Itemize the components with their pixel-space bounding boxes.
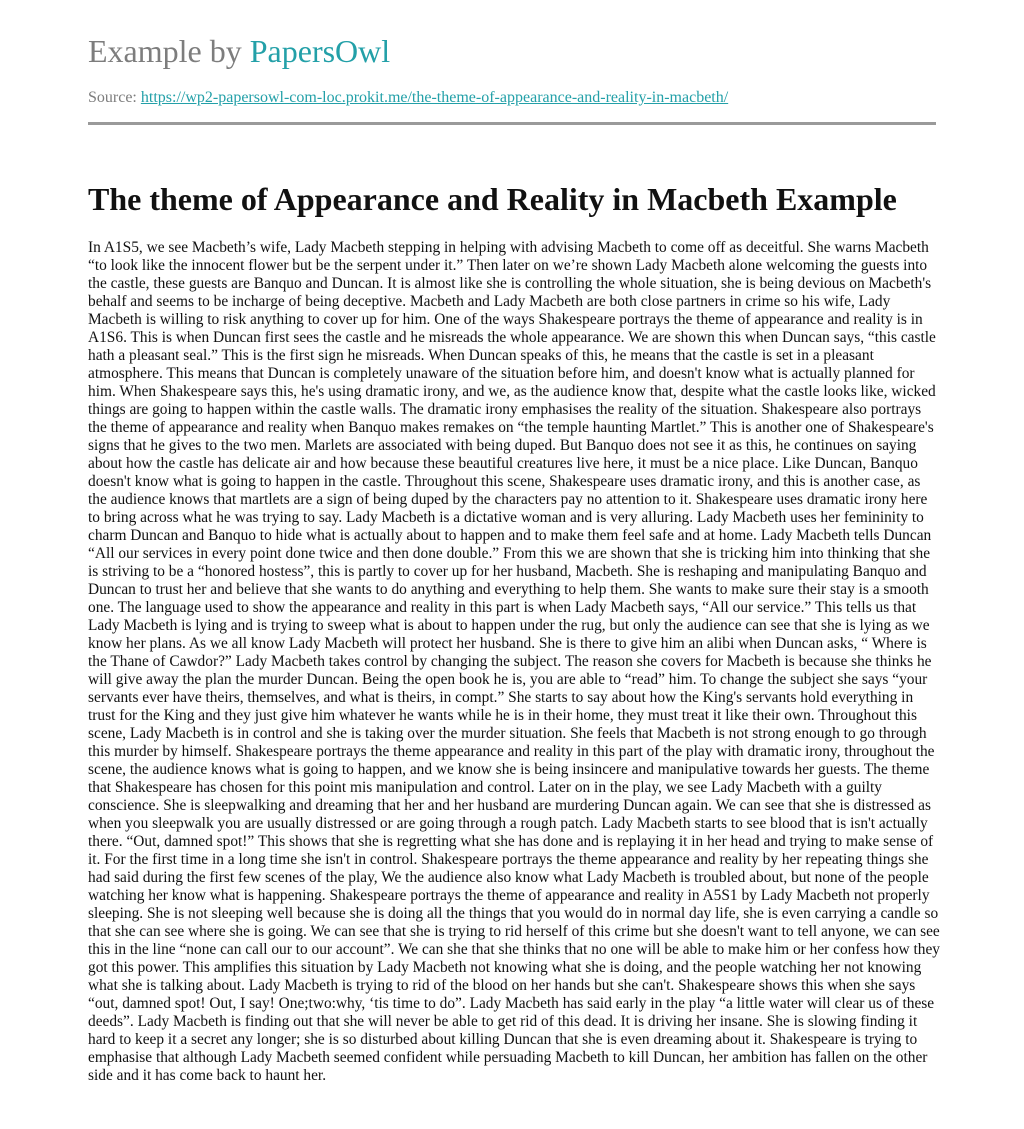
source-line <box>88 88 728 108</box>
article-body: In A1S5, we see Macbeth’s wife, Lady Macbeth stepping in helping with advising Macbeth to come off as deceitful. She warns Macbeth “to look like the innocent flower but be the serpent under it.” Then later on we’re shown Lady Macbeth alone welcoming the guests into the castle, these guests are Banquo and Duncan. It is almost like she is controlling the whole situation, she is being devious on Macbeth's behalf and seems to be incharge of being deceptive. Macbeth and Lady Macbeth are both close partners in crime so his wife, Lady Macbeth is willing to risk anything to cover up for him. One of the ways Shakespeare portrays the theme of appearance and reality is in A1S6. This is when Duncan first sees the castle and he misreads the whole appearance. We are shown this when Duncan says, “this castle hath a pleasant seal.” This is the first sign he misreads. When Duncan speaks of this, he means that the castle is set in a pleasant atmosphere. This means that Duncan is completely unaware of the situation before him, and doesn't know what is actually planned for him. When Shakespeare says this, he's using dramatic irony, and we, as the audience know that, despite what the castle looks like, wicked things are going to happen within the castle walls. The dramatic irony emphasises the reality of the situation. Shakespeare also portrays the theme of appearance and reality when Banquo makes remakes on “the temple haunting Martlet.” This is another one of Shakespeare's signs that he gives to the two men. Marlets are associated with being duped. But Banquo does not see it as this, he continues on saying about how the castle has delicate air and how because these beautiful creatures live here, it must be a nice place. Like Duncan, Banquo doesn't know what is going to happen in the castle. Throughout this scene, Shakespeare uses dramatic irony, and this is another case, as the audience knows that martlets are a sign of being duped by the characters pay no attention to it. Shakespeare uses dramatic irony here to bring across what he was trying to say. Lady Macbeth is a dictative woman and is very alluring. Lady Macbeth uses her femininity to charm Duncan and Banquo to hide what is actually about to happen and to make them feel safe and at home. Lady Macbeth tells Duncan “All our services in every point done twice and then done double.” From this we are shown that she is tricking him into thinking that she is striving to be a “honored hostess”, this is partly to cover up for her husband, Macbeth. She is reshaping and manipulating Banquo and Duncan to trust her and believe that she wants to do anything and everything to help them. She wants to make sure their stay is a smooth one. The language used to show the appearance and reality in this part is when Lady Macbeth says, “All our service.” This tells us that Lady Macbeth is lying and is trying to sweep what is about to happen under the rug, but only the audience can see that she is lying as we know her plans. As we all know Lady Macbeth will protect her husband. She is there to give him an alibi when Duncan asks, “ Where is the Thane of Cawdor?” Lady Macbeth takes control by changing the subject. The reason she covers for Macbeth is because she thinks he will give away the plan the murder Duncan. Being the open book he is, you are able to “read” him. To change the subject she says “your servants ever have theirs, themselves, and what is theirs, in compt.” She starts to say about how the King's servants hold everything in trust for the King and they just give him whatever he wants while he is in their home, they must treat it like their own. Throughout this scene, Lady Macbeth is in control and she is taking over the murder situation. She feels that Macbeth is not strong enough to go through this murder by himself. Shakespeare portrays the theme appearance and reality in this part of the play with dramatic irony, throughout the scene, the audience knows what is going to happen, and we know she is being insincere and manipulative towards her guests. The theme that Shakespeare has chosen for this point mis manipulation and control. Later on in the play, we see Lady Macbeth with a guilty conscience. She is sleepwalking and dreaming that her and her husband are murdering Duncan again. We can see that she is distressed as when you sleepwalk you are usually distressed or are going through a rough patch. Lady Macbeth starts to see blood that is isn't actually there. “Out, damned spot!” This shows that she is regretting what she has done and is replaying it in her head and trying to make sense of it. For the first time in a long time she isn't in control. Shakespeare portrays the theme appearance and reality by her repeating things she had said during the first few scenes of the play, We the audience also know what Lady Macbeth is troubled about, but none of the people watching her know what is happening. Shakespeare portrays the theme of appearance and reality in A5S1 by Lady Macbeth not properly sleeping. She is not sleeping well because she is doing all the things that you would do in normal day life, she is even carrying a candle so that she can see where she is going. We can see that she is trying to rid herself of this crime but she doesn't want to tell anyone, we can see this in the line “none can call our to our account”. We can she that she thinks that no one will be able to make him or her confess how they got this power. This amplifies this situation by Lady Macbeth not knowing what she is doing, and the people watching her not knowing what she is talking about. Lady Macbeth is trying to rid of the blood on her hands but she can't. Shakespeare shows this when she says “out, damned spot! Out, I say! One;two:why, ‘tis time to do”. Lady Macbeth has said early in the play “a little water will clear us of these deeds”. Lady Macbeth is finding out that she will never be able to get rid of this dead. It is driving her insane. She is slowing finding it hard to keep it a secret any longer; she is so disturbed about killing Duncan that she is even dreaming about it. Shakespeare is trying to emphasise that although Lady Macbeth seemed confident while persuading Macbeth to kill Duncan, her ambition has fallen on the other side and it has come back to haunt her. <box>88 239 940 1084</box>
source-link[interactable]: https://wp2-papersowl-com-loc.prokit.me/the-theme-of-appearance-and-reality-in-macbeth/ <box>140 89 729 106</box>
brand-heading <box>88 31 390 71</box>
source-label: Source: <box>88 89 141 106</box>
brand-name: PapersOwl <box>249 33 391 69</box>
header-divider <box>88 122 936 125</box>
brand-prefix: Example by <box>88 33 250 69</box>
article-title: The theme of Appearance and Reality in Macbeth Example <box>88 181 897 217</box>
